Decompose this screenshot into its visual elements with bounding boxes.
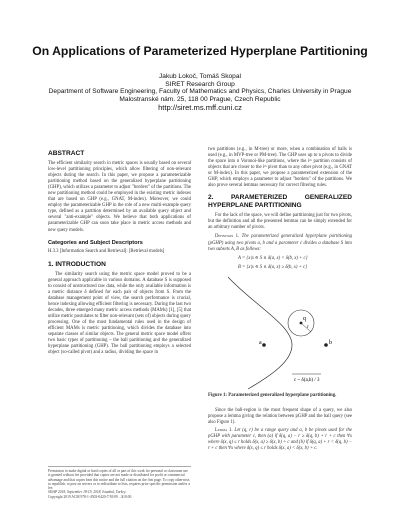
introduction-heading: 1. INTRODUCTION [48,260,106,268]
lemma-text: Let (q, r) be a range query and a, b be pivots used for the pGHP with parameter c, then (a) if δ(q, a) − r ≥ δ(q, b) + r + c then ∀x where δ(x, q) ≤ r holds δ(x, a) ≥ δ(x, b) + c and (b) if δ(q, a) + r < δ(q, b) − r + c then ∀x where δ(x, q) ≤ r holds δ(x, a) < δ(x, b) + c. [208,427,352,451]
author-names: Jakub Lokoč, Tomáš Skopal [159,73,241,80]
categories-heading: Categories and Subject Descriptors [48,239,143,246]
definition-1 [208,234,352,252]
query-label: q [303,315,306,322]
definition-label: Definition 1. [215,234,240,240]
equation-b: B = {x|x ∈ S ∧ δ(a, x) ≥ δ(b, x) + c} [238,264,308,270]
introduction-text: The similarity search using the metric space model proved to be a general approach applicable in various domains. A database S is supposed to consist of unstructured raw data, while the only available information is a metric distance δ defined for each pair of objects from S. From the database management point of view, the search performance is crucial, hence indexing allowing efficient filtering is necessary. During the last two decades, three emerged many metric access methods (MAMs) [1], [5] that utilize metric postulates to filter non-relevant (sets of) objects during query processing. One of the most fundamental rules used in the design of efficient MAMs is metric partitioning, which divides the database into separate classes of similar objects. The general metric space model offers two basic types of partitioning – the ball partitioning and the generalized hyperplane partitioning (GHP). The ball partitioning employs a selected object (so-called pivot) and a radius, dividing the space in [48,271,191,356]
right-column [208,147,352,452]
definition-text: The parameterized generalized hyperplane partitioning (pGHP) using two pivots a, b and a parameter c divides a database S into two subsets A, B as follows: [208,234,352,252]
address: Malostranské nám. 25, 118 00 Prague, Czech Republic [119,95,281,103]
copyright-line: Copyright 2019 ACM 978-1-4503-0420-7/10/09 ...$10.00. [48,494,133,499]
lemma-intro: Since the ball-region is the most frequent shape of a query, we also propose a lemma giving the relation between pGHP and the ball query (see also Figure 1). [208,407,352,425]
lemma-1 [208,428,352,452]
department: Department of Software Engineering, Faculty of Mathematics and Physics, Charles University in Prague [48,88,352,96]
radius-line [301,323,311,332]
research-group: SIRET Research Group [165,80,235,88]
figure-1 [208,275,352,391]
paper-title: On Applications of Parameterized Hyperplane Partitioning [32,44,368,58]
section2-heading: 2. PARAMETERIZED GENERALIZED HYPERPLANE PARTITIONING [208,194,352,210]
group-url[interactable]: http://siret.ms.mff.cuni.cz [158,103,242,113]
left-column [48,147,191,356]
figure-caption: Figure 1: Parameterized generalized hyperplane partitioning. [208,392,337,398]
pghp-diagram [208,275,352,391]
radius-label: r [307,324,309,330]
pivot-a [262,343,266,347]
parameter-label: c ~ δ(a,b) / 3 [294,377,320,383]
pivot-a-label: a [259,339,262,346]
permission-notice: Permission to make digital or hard copies of all or part of this work for personal or classroom use is granted without fee provided that copies are not made or distributed for profit or commercial advantage and that copies bear this notice and the full citation on the first page. To copy otherwise, to republish, to post on servers or to redistribute to lists, requires prior specific permission and/or a fee. [48,469,191,491]
author-block [0,73,400,112]
categories-text: H.3.3 [Information Search and Retrieval]: [Retrieval models] [48,248,165,254]
intro-continuation: two partitions (e.g., in M-tree) or more, when a combination of balls is used (e.g., in MVP-tree or PM-tree). The GHP uses up to n pivots to divide the space into n Voronoi-like partitions, where the iᵗʰ partition consists of objects that are closer to the iᵗʰ pivot than to any other pivot (e.g., in GNAT or M-index). In this paper, we propose a parameterized extension of the GHP, which employs a parameter to adjust "borders" of the partitions. We also prove several lemmas necessary for correct filtering rules. [208,147,352,189]
venue-line: SISAP 2018, September 18-19, 2018, Istanbul, Turkey. [48,490,127,495]
abstract-text: The efficient similarity search in metric spaces is usually based on several low-level partitioning principles, which allow filtering of non-relevant objects during the search. In this paper, we propose a parameterizable partitioning method based on the generalized hyperplane partitioning (GHP), which utilizes a parameter to adjust "borders" of the partitions. The new partitioning method could be employed in the existing metric indexes that are based on GHP (e.g., GNAT, M-index). Moreover, we could employ the parameterizable GHP in the role of a new multi-example query type, defined as a partition determined by an available query object and several "anti-example" objects. We believe that both applications of parameterizable GHP can soon take place in metric access methods and new query models. [48,161,191,233]
abstract-heading: ABSTRACT [48,150,85,157]
equation-a: A = {x|x ∈ S ∧ δ(a, x) < δ(b, x) + c} [238,255,308,261]
pivot-b [324,343,328,347]
footnote [48,466,191,499]
pivot-b-label: b [329,339,332,346]
section2-text: For the lack of the space, we will define partitioning just for two pivots, but the definition and all the presented lemmas can be simply extended for an arbitrary number of pivots. [208,213,352,231]
lemma-label: Lemma 1. [215,427,233,433]
partition-border [228,277,292,389]
